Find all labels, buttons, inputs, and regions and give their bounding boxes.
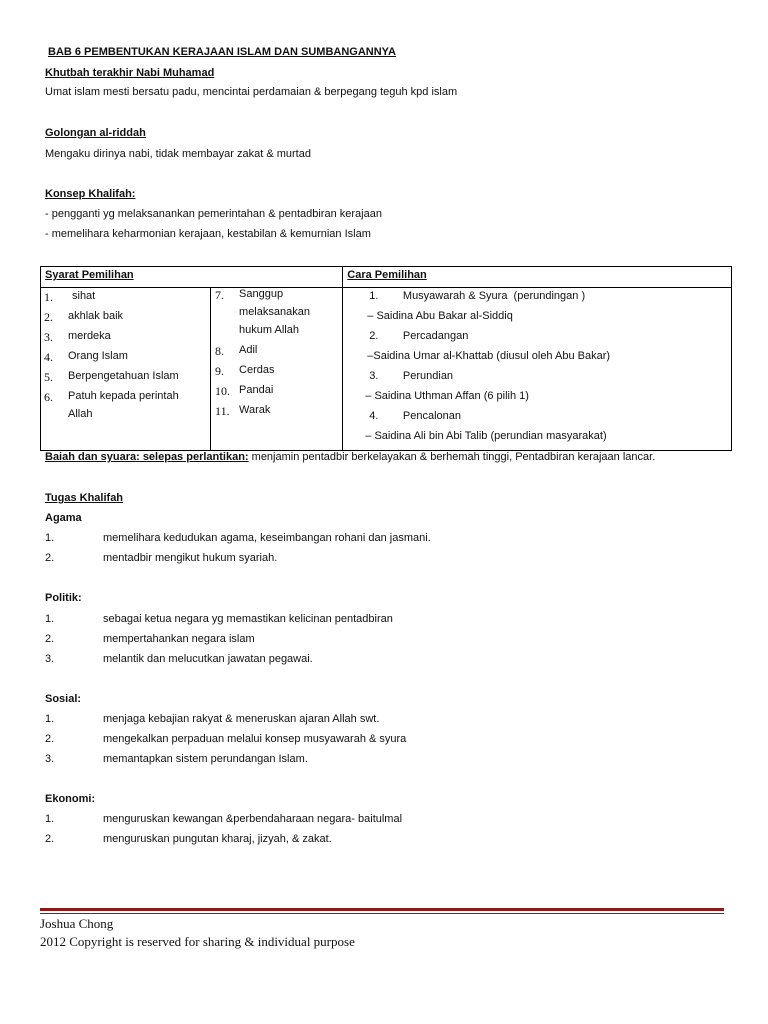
khutbah-heading: Khutbah terakhir Nabi Muhamad	[45, 67, 215, 79]
syarat-item: Allah	[68, 408, 93, 420]
section-title-ekonomi: Ekonomi:	[45, 793, 96, 805]
konsep-heading: Konsep Khalifah:	[45, 188, 136, 200]
list-item: 1. sebagai ketua negara yg memastikan kelicinan pentadbiran	[45, 613, 393, 625]
syarat-item: 2. akhlak baik	[44, 310, 124, 324]
syarat-item: 7. Sanggup	[215, 288, 284, 302]
section-title-agama: Agama	[45, 512, 82, 524]
syarat-left-cell	[41, 288, 211, 451]
list-item: 3. memantapkan sistem perundangan Islam.	[45, 753, 308, 765]
syarat-right-cell	[211, 288, 343, 451]
footer-author: Joshua Chong	[40, 916, 114, 931]
list-item: 1. memelihara kedudukan agama, keseimbangan rohani dan jasmani.	[45, 532, 431, 544]
footer-rule	[40, 908, 724, 911]
section-title-sosial: Sosial:	[45, 693, 82, 705]
khutbah-text: Umat islam mesti bersatu padu, mencintai perdamaian & berpegang teguh kpd islam	[45, 86, 458, 98]
syarat-header: Syarat Pemilihan	[45, 269, 134, 281]
syarat-item: 1. sihat	[44, 290, 96, 304]
syarat-item: 6. Patuh kepada perintah	[44, 390, 179, 404]
syarat-item: 8. Adil	[215, 344, 258, 358]
syarat-item: hukum Allah	[239, 324, 299, 336]
syarat-item: 10. Pandai	[215, 384, 274, 398]
baiah-text: menjamin pentadbir berkelayakan & berhemah tinggi, Pentadbiran kerajaan lancar.	[248, 451, 656, 463]
riddah-heading: Golongan al-riddah	[45, 127, 146, 139]
syarat-item: 5. Berpengetahuan Islam	[44, 370, 179, 384]
list-item: 2. mentadbir mengikut hukum syariah.	[45, 552, 278, 564]
list-item: 2. menguruskan pungutan kharaj, jizyah, & zakat.	[45, 833, 332, 845]
konsep-item: - pengganti yg melaksanankan pemerintahan & pentadbiran kerajaan	[45, 208, 382, 220]
konsep-item: - memelihara keharmonian kerajaan, kestabilan & kemurnian Islam	[45, 228, 371, 240]
list-item: 1. menguruskan kewangan &perbendaharaan negara- baitulmal	[45, 813, 403, 825]
cara-item: –Saidina Umar al-Khattab (diusul oleh Abu Bakar)	[367, 350, 611, 362]
list-item: 1. menjaga kebajian rakyat & meneruskan ajaran Allah swt.	[45, 713, 380, 725]
footer-rule-thin	[40, 913, 724, 914]
baiah-line	[45, 451, 655, 463]
section-title-politik: Politik:	[45, 592, 82, 604]
cara-item: 4. Pencalonan	[369, 410, 462, 422]
cara-item: 2. Percadangan	[369, 330, 469, 342]
tugas-heading: Tugas Khalifah	[45, 492, 124, 504]
cara-item: – Saidina Uthman Affan (6 pilih 1)	[365, 390, 529, 402]
syarat-item: 11. Warak	[215, 404, 271, 418]
cara-item: – Saidina Abu Bakar al-Siddiq	[367, 310, 513, 322]
page-title: BAB 6 PEMBENTUKAN KERAJAAN ISLAM DAN SUMBANGANNYA	[48, 46, 396, 58]
baiah-label: Baiah dan syuara: selepas perlantikan:	[45, 451, 249, 463]
footer-copyright: 2012 Copyright is reserved for sharing & individual purpose	[40, 934, 355, 949]
syarat-item: 9. Cerdas	[215, 364, 275, 378]
cara-header-cell	[343, 267, 732, 288]
cara-item: – Saidina Ali bin Abi Talib (perundian masyarakat)	[365, 430, 607, 442]
cara-item: 1. Musyawarah & Syura (perundingan )	[369, 290, 586, 302]
list-item: 2. mengekalkan perpaduan melalui konsep musyawarah & syura	[45, 733, 407, 745]
riddah-text: Mengaku dirinya nabi, tidak membayar zakat & murtad	[45, 148, 311, 160]
pemilihan-table	[40, 266, 732, 451]
syarat-header-cell	[41, 267, 343, 288]
list-item: 2. mempertahankan negara islam	[45, 633, 255, 645]
syarat-item: 3. merdeka	[44, 330, 111, 344]
cara-cell	[343, 288, 732, 451]
list-item: 3. melantik dan melucutkan jawatan pegawai.	[45, 653, 313, 665]
syarat-item: melaksanakan	[239, 306, 310, 318]
cara-header: Cara Pemilihan	[347, 269, 427, 281]
syarat-item: 4. Orang Islam	[44, 350, 128, 364]
cara-item: 3. Perundian	[369, 370, 454, 382]
